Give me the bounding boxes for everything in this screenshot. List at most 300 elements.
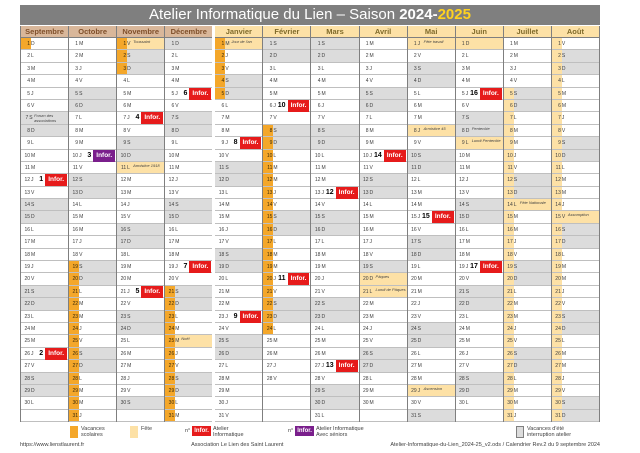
day-number: 17 — [120, 239, 127, 246]
day-number: 20 — [168, 276, 175, 283]
day-cell — [215, 100, 262, 112]
weekday-letter: M — [127, 189, 132, 196]
weekday-letter: M — [225, 115, 230, 122]
session-badge[interactable] — [135, 112, 163, 124]
day-number: 29 — [459, 387, 465, 394]
day-cell — [21, 63, 68, 75]
day-number: 6 — [552, 100, 562, 111]
day-cell — [117, 174, 164, 186]
weekday-letter: S — [127, 313, 131, 320]
weekday-letter: J — [513, 239, 517, 246]
day-number: 18 — [459, 251, 465, 258]
day-number: 23 — [362, 313, 369, 320]
day-number: 1 — [75, 41, 79, 47]
day-note: Lundi Pentecôte — [471, 138, 501, 144]
day-number: 5 — [461, 90, 465, 97]
session-number: 7 — [183, 263, 188, 271]
weekday-letter: D — [417, 78, 422, 85]
weekday-letter: M — [31, 164, 36, 171]
fete-swatch — [130, 426, 138, 438]
day-cell — [504, 125, 551, 137]
day-cell — [21, 88, 68, 100]
day-number: 17 — [72, 239, 79, 246]
day-number: 22 — [218, 301, 225, 308]
day-number: 26 — [69, 348, 79, 359]
weekday-letter: D — [465, 41, 470, 47]
day-number: 17 — [314, 239, 321, 246]
day-cell — [21, 410, 68, 422]
day-cell — [552, 373, 599, 385]
session-badge[interactable] — [278, 273, 309, 285]
day-cell — [117, 63, 164, 75]
day-number: 1 — [215, 38, 225, 49]
weekday-letter: V — [513, 78, 518, 85]
day-number: 25 — [165, 335, 175, 346]
weekday-letter: D — [513, 102, 518, 109]
day-cell — [552, 199, 599, 211]
day-number: 28 — [24, 375, 30, 382]
day-cell — [117, 273, 164, 285]
day-number: 20 — [218, 276, 225, 283]
day-cell — [117, 249, 164, 261]
day-number: 16 — [552, 224, 562, 235]
weekday-letter: S — [513, 90, 518, 97]
session-tag: Infor. — [480, 88, 502, 100]
weekday-letter: L — [465, 140, 469, 147]
day-number: 30 — [362, 400, 369, 407]
day-number: 12 — [72, 177, 79, 184]
session-badge[interactable] — [422, 211, 454, 223]
day-number: 18 — [362, 251, 369, 258]
day-cell — [215, 137, 262, 149]
weekday-letter: J — [465, 90, 469, 97]
day-cell — [552, 298, 599, 310]
session-badge[interactable] — [234, 311, 262, 323]
day-number: 14 — [263, 199, 273, 210]
day-number: 2 — [117, 50, 127, 61]
day-number: 15 — [411, 214, 417, 221]
day-number: 8 — [263, 125, 273, 136]
day-number: 10 — [168, 152, 175, 159]
footer-url[interactable]: https://www.lienstlaurent.fr — [20, 442, 85, 448]
day-number: 19 — [218, 264, 225, 271]
weekday-letter: M — [225, 375, 230, 382]
day-cell — [360, 75, 407, 87]
day-cell — [456, 50, 503, 62]
day-cell — [215, 236, 262, 248]
weekday-letter: M — [225, 301, 230, 308]
weekday-letter: D — [321, 226, 326, 233]
day-number: 9 — [413, 140, 417, 147]
day-number: 11 — [219, 164, 225, 171]
day-cell — [360, 187, 407, 199]
day-number: 4 — [75, 78, 79, 85]
weekday-letter: D — [561, 325, 566, 332]
session-badge[interactable] — [470, 261, 502, 273]
day-number: 19 — [263, 261, 273, 272]
day-number: 26 — [314, 350, 321, 357]
weekday-letter: D — [225, 177, 229, 184]
session-number: 11 — [278, 275, 286, 283]
ete-swatch — [516, 426, 524, 438]
day-cell — [311, 63, 358, 75]
day-note: Fête travail — [423, 39, 444, 44]
session-badge[interactable] — [39, 348, 67, 360]
day-number: 14 — [459, 202, 465, 209]
session-badge[interactable] — [184, 88, 212, 100]
day-number: 18 — [24, 251, 30, 258]
weekday-letter: L — [561, 78, 565, 85]
day-number: 11 — [315, 164, 321, 171]
day-cell — [552, 112, 599, 124]
day-number: 25 — [218, 338, 225, 345]
day-cell — [408, 187, 455, 199]
weekday-letter: S — [321, 127, 325, 134]
weekday-letter: V — [465, 189, 470, 196]
session-badge[interactable] — [39, 174, 67, 186]
day-cell — [456, 63, 503, 75]
month-column — [262, 26, 310, 422]
weekday-letter: D — [273, 53, 278, 60]
weekday-letter: S — [417, 325, 421, 332]
weekday-letter: D — [465, 127, 470, 134]
day-number: 24 — [552, 323, 562, 334]
day-cell — [504, 385, 551, 397]
weekday-letter: J — [225, 226, 228, 233]
month-header: Octobre — [69, 26, 116, 38]
day-cell — [215, 311, 262, 323]
weekday-letter: M — [369, 301, 374, 308]
weekday-letter: M — [175, 325, 180, 332]
day-cell — [117, 224, 164, 236]
day-number: 19 — [362, 264, 369, 271]
day-cell — [117, 348, 164, 360]
day-number: 10 — [362, 152, 369, 159]
weekday-letter: J — [321, 363, 324, 370]
day-number: 30 — [120, 400, 127, 407]
weekday-letter: V — [561, 387, 566, 394]
weekday-letter: L — [79, 202, 82, 209]
day-number: 1 — [365, 41, 369, 47]
day-cell — [21, 373, 68, 385]
day-number: 18 — [504, 249, 514, 260]
session-badge[interactable] — [184, 261, 212, 273]
day-cell — [311, 125, 358, 137]
session-tag: Infor. — [45, 348, 67, 360]
day-cell — [456, 323, 503, 335]
weekday-letter: V — [417, 400, 421, 407]
day-cell — [504, 298, 551, 310]
weekday-letter: J — [465, 350, 469, 357]
day-number: 1 — [269, 41, 273, 47]
session-badge[interactable] — [135, 286, 163, 298]
day-cell — [360, 298, 407, 310]
day-cell — [117, 261, 164, 273]
weekday-letter: M — [369, 387, 374, 394]
day-number: 6 — [27, 102, 30, 109]
weekday-letter: L — [127, 164, 130, 171]
weekday-letter: M — [127, 264, 132, 271]
day-number: 4 — [171, 78, 175, 85]
weekday-letter: M — [465, 65, 470, 72]
weekday-letter: M — [513, 387, 518, 394]
day-number: 11 — [72, 164, 79, 171]
day-cell — [408, 199, 455, 211]
weekday-letter: V — [561, 301, 566, 308]
day-number: 2 — [215, 50, 225, 61]
weekday-letter: M — [321, 350, 326, 357]
weekday-letter: D — [417, 164, 422, 171]
day-cell — [117, 162, 164, 174]
weekday-letter: M — [79, 53, 84, 60]
month-header: Juillet — [504, 26, 551, 38]
day-cell — [552, 348, 599, 360]
day-number: 5 — [215, 88, 225, 99]
session-tag: Infor. — [45, 174, 67, 186]
day-number: 21 — [411, 288, 417, 295]
day-number: 25 — [362, 338, 369, 345]
session-badge[interactable] — [326, 187, 358, 199]
day-number: 16 — [314, 226, 321, 233]
day-cell — [360, 199, 407, 211]
day-number: 17 — [218, 239, 225, 246]
day-number: 29 — [24, 387, 30, 394]
session-badge[interactable] — [374, 150, 406, 162]
day-cell — [215, 249, 262, 261]
day-number: 24 — [314, 325, 321, 332]
day-number: 11 — [363, 164, 369, 171]
day-number: 22 — [411, 301, 417, 308]
weekday-letter: M — [31, 65, 36, 72]
day-number: 21 — [120, 288, 127, 295]
session-badge[interactable] — [234, 137, 262, 149]
day-number: 10 — [218, 152, 225, 159]
weekday-letter: J — [79, 152, 82, 159]
day-cell — [215, 397, 262, 409]
day-cell — [504, 137, 551, 149]
session-tag: Infor. — [336, 187, 358, 199]
day-cell — [69, 137, 116, 149]
weekday-letter: J — [513, 65, 517, 72]
session-tag: Infor. — [480, 261, 502, 273]
day-cell — [69, 125, 116, 137]
day-note: Assomption — [567, 212, 589, 218]
day-cell — [215, 261, 262, 273]
day-cell — [21, 311, 68, 323]
weekday-letter: J — [79, 65, 82, 72]
session-tag: Infor. — [189, 88, 211, 100]
day-cell — [456, 211, 503, 223]
day-cell — [552, 261, 599, 273]
weekday-letter: J — [417, 301, 421, 308]
weekday-letter: V — [465, 102, 470, 109]
day-number: 12 — [552, 174, 562, 185]
day-number: 9 — [461, 140, 465, 147]
day-cell — [360, 38, 407, 50]
session-tag: Infor. — [432, 211, 454, 223]
day-cell — [360, 311, 407, 323]
weekday-letter: M — [321, 338, 326, 345]
day-cell — [504, 174, 551, 186]
weekday-letter: L — [465, 53, 469, 60]
weekday-letter: D — [175, 41, 179, 47]
weekday-letter: M — [79, 226, 84, 233]
day-cell — [21, 397, 68, 409]
day-cell — [311, 38, 358, 50]
day-number: 3 — [27, 65, 30, 72]
day-number: 21 — [504, 286, 514, 297]
weekday-letter: M — [465, 325, 470, 332]
weekday-letter: M — [225, 41, 230, 47]
day-cell — [165, 373, 212, 385]
day-number: 26 — [504, 348, 514, 359]
day-cell — [117, 38, 164, 50]
day-cell — [408, 311, 455, 323]
day-cell — [504, 286, 551, 298]
session-badge[interactable] — [326, 360, 358, 372]
day-cell — [408, 261, 455, 273]
day-cell — [504, 224, 551, 236]
weekday-letter: M — [465, 164, 470, 171]
month-column — [455, 26, 503, 422]
day-cell — [408, 410, 455, 422]
day-number: 29 — [411, 387, 417, 394]
weekday-letter: V — [369, 164, 373, 171]
day-number: 4 — [413, 78, 417, 85]
session-tag: Infor. — [384, 150, 406, 162]
day-number: 6 — [317, 102, 321, 109]
weekday-letter: J — [321, 189, 324, 196]
weekday-letter: S — [465, 375, 470, 382]
day-cell — [552, 88, 599, 100]
session-tag: Infor. — [336, 360, 358, 372]
weekday-letter: M — [513, 41, 518, 47]
day-cell — [215, 125, 262, 137]
weekday-letter: M — [417, 288, 422, 295]
day-number: 6 — [461, 102, 465, 109]
month-column — [212, 26, 262, 422]
weekday-letter: M — [465, 239, 470, 246]
day-number: 23 — [411, 313, 417, 320]
day-number: 22 — [552, 298, 562, 309]
weekday-letter: J — [369, 65, 373, 72]
day-number: 5 — [171, 90, 175, 97]
day-cell — [360, 224, 407, 236]
day-cell — [408, 397, 455, 409]
day-number: 13 — [24, 189, 30, 196]
weekday-letter: D — [513, 189, 518, 196]
day-cell — [21, 50, 68, 62]
month-column — [503, 26, 551, 422]
weekday-letter: S — [513, 350, 518, 357]
day-number: 16 — [459, 226, 465, 233]
day-cell — [360, 397, 407, 409]
day-number: 14 — [24, 202, 30, 209]
weekday-letter: D — [273, 226, 278, 233]
day-cell — [360, 50, 407, 62]
day-cell — [117, 125, 164, 137]
day-number: 15 — [120, 214, 127, 221]
day-number: 4 — [365, 78, 369, 85]
month-header: Janvier — [215, 26, 262, 38]
day-cell — [263, 100, 310, 112]
day-cell — [408, 75, 455, 87]
day-number: 31 — [165, 410, 175, 421]
day-cell — [311, 311, 358, 323]
day-cell — [456, 385, 503, 397]
day-number: 26 — [411, 350, 417, 357]
day-number: 15 — [218, 214, 225, 221]
day-number: 29 — [552, 385, 562, 396]
weekday-letter: V — [513, 338, 518, 345]
weekday-letter: V — [417, 53, 421, 60]
weekday-letter: J — [417, 214, 421, 221]
day-number: 9 — [552, 137, 562, 148]
weekday-letter: V — [225, 65, 229, 72]
weekday-letter: L — [513, 115, 517, 122]
day-cell — [165, 63, 212, 75]
weekday-letter: V — [513, 251, 518, 258]
weekday-letter: V — [127, 214, 131, 221]
weekday-letter: S — [127, 226, 131, 233]
weekday-letter: S — [273, 301, 277, 308]
weekday-letter: J — [79, 239, 82, 246]
month-column — [164, 26, 212, 422]
month-column — [20, 26, 68, 422]
weekday-letter: M — [175, 65, 180, 72]
day-cell — [69, 298, 116, 310]
day-cell — [69, 360, 116, 372]
legend-ete: Vacances d'été interruption atelier — [516, 426, 587, 438]
day-number: 22 — [362, 301, 369, 308]
weekday-letter: M — [513, 127, 518, 134]
day-number: 24 — [24, 325, 30, 332]
day-number: 7 — [123, 115, 127, 122]
weekday-letter: M — [31, 338, 36, 345]
weekday-letter: M — [79, 214, 84, 221]
weekday-letter: L — [321, 325, 325, 332]
day-cell — [215, 63, 262, 75]
day-number: 8 — [221, 127, 225, 134]
session-badge[interactable] — [470, 88, 502, 100]
day-note: Jour de l'an — [231, 39, 252, 44]
weekday-letter: M — [369, 400, 374, 407]
day-number: 2 — [552, 50, 562, 61]
day-number: 8 — [504, 125, 514, 136]
day-number: 19 — [168, 264, 175, 271]
weekday-letter: M — [273, 78, 278, 85]
weekday-letter: L — [225, 102, 229, 109]
day-cell — [504, 323, 551, 335]
day-number: 28 — [266, 375, 273, 382]
day-number: 23 — [459, 313, 465, 320]
session-badge[interactable] — [278, 100, 310, 112]
day-number: 27 — [266, 363, 273, 370]
day-number: 17 — [362, 239, 369, 246]
day-number: 3 — [461, 65, 465, 72]
session-badge[interactable] — [87, 150, 115, 162]
legend-atelier-seniors: n° Infor. Atelier Informatique Avec séniors — [288, 426, 364, 438]
day-number: 5 — [365, 90, 369, 97]
day-number: 14 — [120, 202, 127, 209]
day-cell — [408, 38, 455, 50]
day-number: 6 — [365, 102, 369, 109]
day-cell — [552, 63, 599, 75]
weekday-letter: V — [417, 226, 421, 233]
session-number: 13 — [325, 362, 334, 370]
day-cell — [263, 348, 310, 360]
day-number: 6 — [269, 102, 273, 109]
